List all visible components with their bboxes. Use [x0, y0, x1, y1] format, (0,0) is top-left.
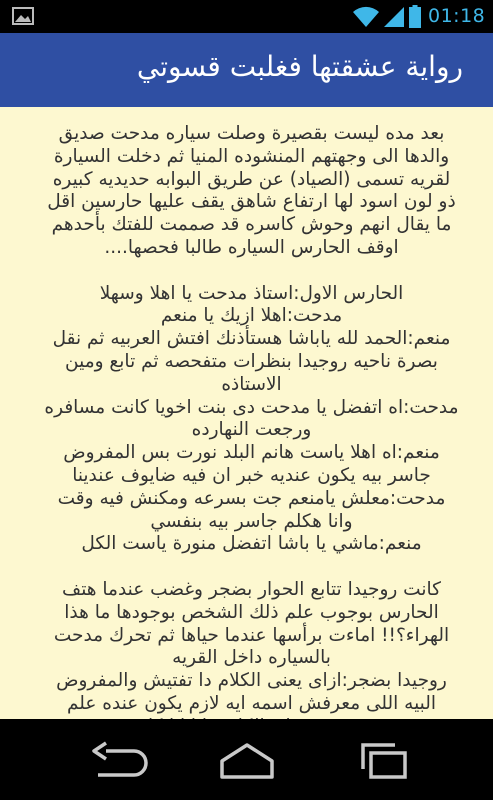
app-bar	[0, 33, 493, 107]
paragraph: بعد مده ليست بقصيرة وصلت سياره مدحت صديق والدها الى وجهتهم المنشوده المنيا ثم دخلت السيارة لقريه تسمى (الصياد) عن طريق البوابه حديديه كبيره ذو لون اسود لها ارتفاع شاهق يقف عليها حارسين اقل ما يقال انهم وحوش كاسره قد صممت للفتك بأحدهم اوقف الحارس السياره طالبا فحصها....	[47, 123, 456, 258]
status-bar	[0, 0, 493, 33]
gallery-icon	[12, 7, 34, 25]
back-icon[interactable]	[84, 739, 154, 783]
battery-icon	[409, 5, 421, 28]
signal-icon	[383, 6, 405, 28]
paragraph: الحارس الاول:استاذ مدحت يا اهلا وسهلا مدحت:اهلا ازيك يا منعم منعم:الحمد لله ياباشا هستأذنك افتش العربيه ثم نقل بصرة ناحيه روجيدا بنظرات متفحصه ثم تابع ومين الاستاذه مدحت:اه اتفضل يا مدحت دى بنت اخويا كانت مسافره ورجعت النهارده منعم:اه اهلا ياست هانم البلد نورت بس المفروض جاسر بيه يكون عنديه خبر ان فيه ضايوف عندينا مدحت:معلش يامنعم جت بسرعه ومكنش فيه وقت وانا هكلم جاسر بيه بنفسي منعم:ماشي يا باشا اتفضل منورة ياست الكل	[44, 282, 459, 555]
clock: 01:18	[428, 5, 486, 27]
recent-apps-icon[interactable]	[345, 739, 415, 783]
home-icon[interactable]	[212, 739, 282, 783]
story-content[interactable]	[0, 107, 493, 719]
story-text	[24, 123, 479, 761]
wifi-icon	[352, 6, 380, 28]
page-title: رواية عشقتها فغلبت قسوتي	[136, 50, 463, 83]
navigation-bar	[0, 719, 493, 800]
paragraph: كانت روجيدا تتابع الحوار بضجر وغضب عندما هتف الحارس بوجوب علم ذلك الشخص بوجودها ما هذا الهراء؟!! اماءت برأسها عندما حياها ثم تحرك مدحت بالسياره داخل القريه روجيدا بضجر:ازاى يعنى الكلام دا تفتيش والمفروض البيه اللى معرفش اسمه ايه لازم يكون عنده علم	[53, 578, 450, 714]
